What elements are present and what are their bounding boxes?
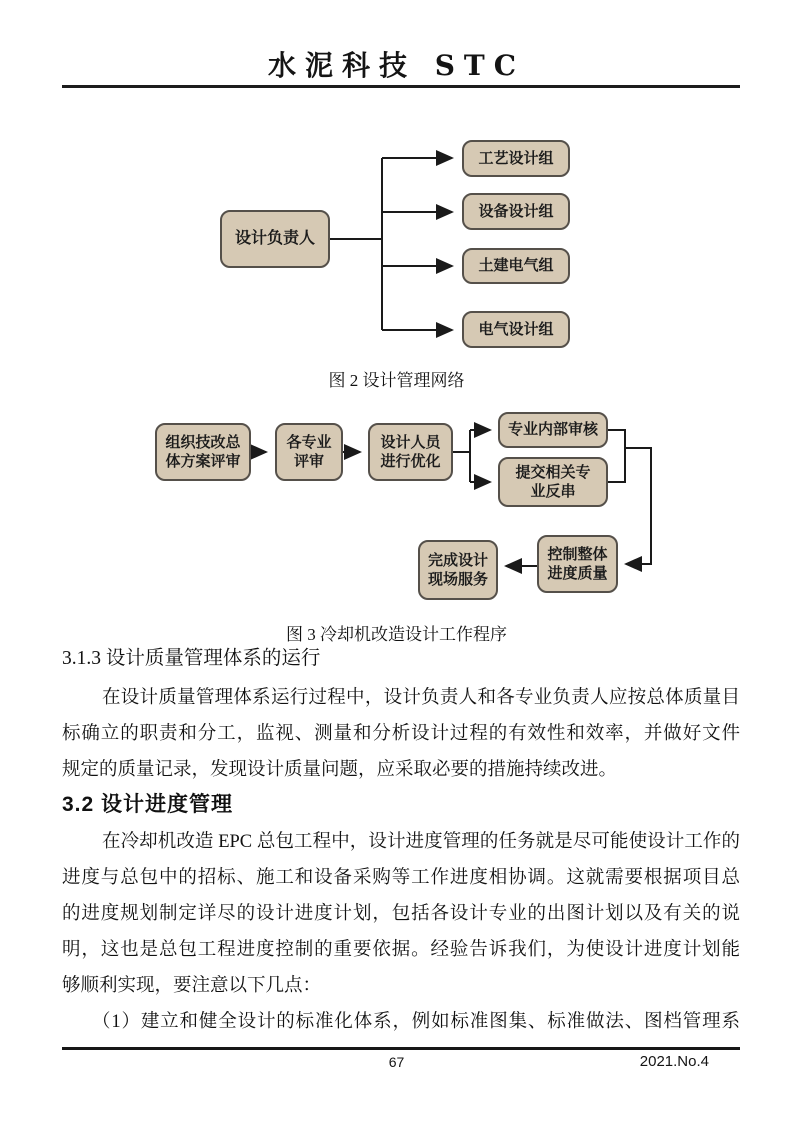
figure-3-caption: 图 3 冷却机改造设计工作程序 [286, 625, 507, 644]
flow-node-civil-electrical-group: 土建电气组 [462, 248, 570, 284]
figure-2-caption: 图 2 设计管理网络 [328, 371, 465, 390]
flow-node-submit-cross-check: 提交相关专业反串 [498, 457, 608, 507]
body-line: 在设计质量管理体系运行过程中，设计负责人和各专业负责人应按总体质量目 [102, 688, 740, 708]
body-line: 进度与总包中的招标、施工和设备采购等工作进度相协调。这就需要根据项目总 [62, 868, 740, 888]
flow-node-organize-overall-review: 组织技改总体方案评审 [155, 423, 251, 481]
flow-node-equipment-design-group: 设备设计组 [462, 193, 570, 230]
flow-node-complete-site-service: 完成设计现场服务 [418, 540, 498, 600]
figure-2-diagram [0, 130, 793, 365]
flow-node-design-leader: 设计负责人 [220, 210, 330, 268]
flow-node-process-design-group: 工艺设计组 [462, 140, 570, 177]
body-line: （1）建立和健全设计的标准化体系，例如标准图集、标准做法、图档管理系 [92, 1012, 740, 1032]
section-3-2-heading: 3.2 设计进度管理 [62, 793, 234, 816]
body-line: 的进度规划制定详尽的设计进度计划，包括各设计专业的出图计划以及有关的说 [62, 904, 740, 924]
body-line: 标确立的职责和分工，监视、测量和分析设计过程的有效性和效率，并做好文件 [62, 724, 740, 744]
journal-title: 水泥科技 STC [267, 49, 526, 82]
body-line: 明，这也是总包工程进度控制的重要依据。经验告诉我们，为使设计进度计划能 [62, 940, 740, 960]
page-number: 67 [388, 1054, 405, 1070]
body-line: 够顺利实现，要注意以下几点： [62, 976, 322, 996]
flow-node-specialty-review: 各专业评审 [275, 423, 343, 481]
issue-number: 2021.No.4 [639, 1053, 709, 1070]
flow-node-electrical-design-group: 电气设计组 [462, 311, 570, 348]
section-3-1-3-heading: 3.1.3 设计质量管理体系的运行 [62, 648, 321, 669]
flow-node-internal-audit: 专业内部审核 [498, 412, 608, 448]
body-line: 规定的质量记录，发现设计质量问题，应采取必要的措施持续改进。 [62, 760, 618, 780]
header-rule [62, 85, 740, 88]
figure-3-diagram [0, 405, 793, 617]
flow-node-designer-optimize: 设计人员进行优化 [368, 423, 453, 481]
footer-rule [62, 1047, 740, 1050]
figure-2-connectors [0, 130, 793, 365]
flow-node-control-progress-quality: 控制整体进度质量 [537, 535, 618, 593]
body-line: 在冷却机改造 EPC 总包工程中，设计进度管理的任务就是尽可能使设计工作的 [102, 832, 740, 852]
